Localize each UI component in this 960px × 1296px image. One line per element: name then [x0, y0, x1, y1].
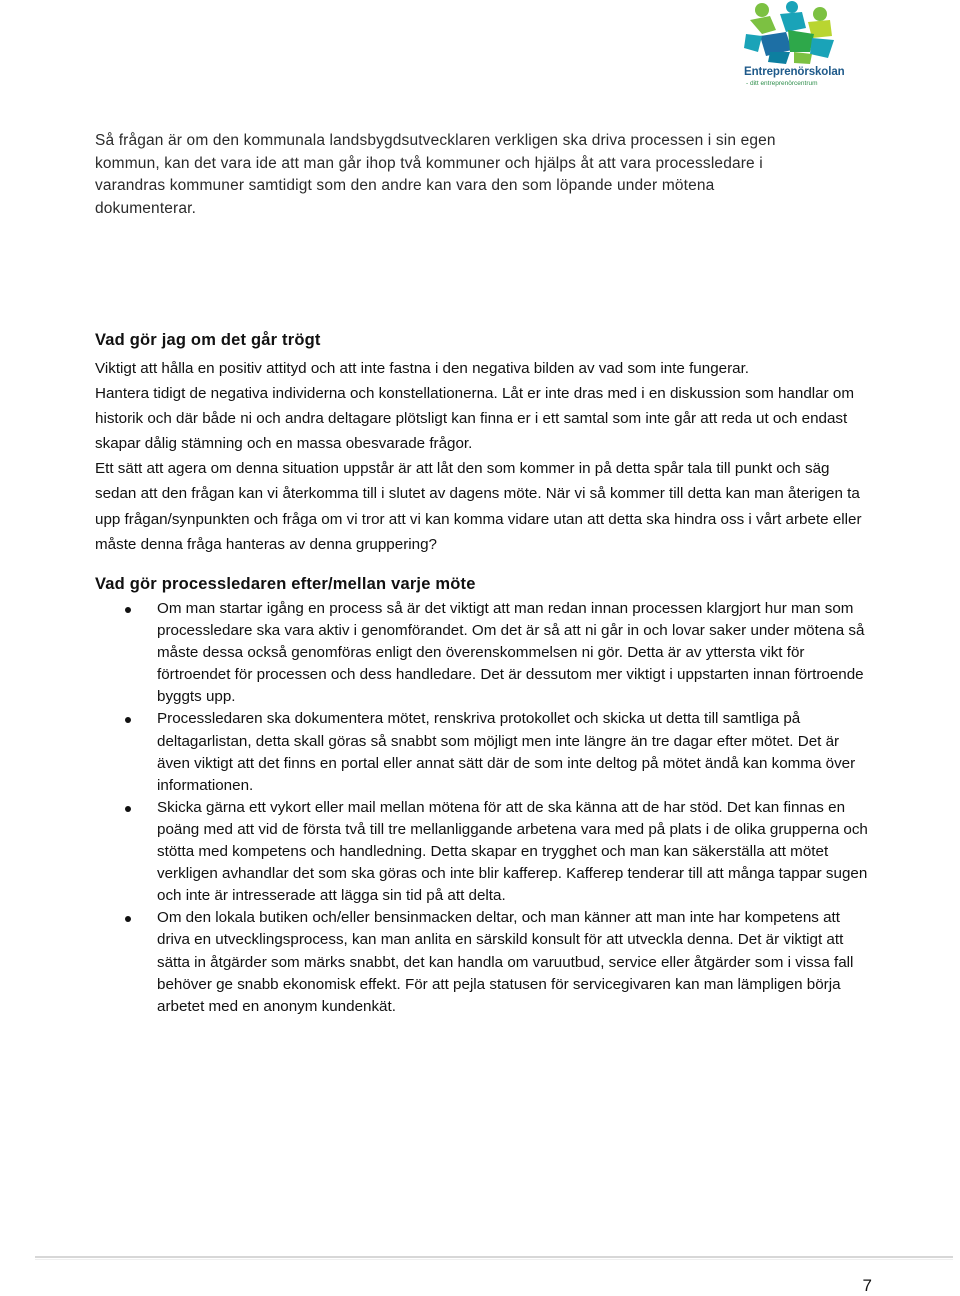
company-logo	[738, 0, 848, 92]
section-body-sluggish	[95, 356, 865, 557]
list-item	[95, 907, 875, 1017]
list-item-text: Om man startar igång en process så är det viktigt att man redan innan processen klargjort hur man som processledare ska vara aktiv i genomförandet. Om det är så att ni går in och lovar saker under mötena så måste dessa också genomföras enligt den överenskommelsen ni gör. Detta är av yttersta vikt för förtroendet för processen och dess handledare. Det är dessutom mer viktigt i uppstarten innan förtroende byggts upp.	[157, 600, 865, 706]
bullet-icon	[125, 806, 131, 812]
section-line: Viktigt att hålla en positiv attityd och att inte fastna i den negativa bilden av vad som inte fungerar.	[95, 360, 750, 377]
list-item	[95, 797, 875, 907]
bullet-icon	[125, 717, 131, 723]
logo-name: Entreprenörskolan	[744, 66, 845, 78]
logo-subtitle: - ditt entreprenörcentrum	[746, 80, 818, 87]
intro-paragraph: Så frågan är om den kommunala landsbygdsutvecklaren verkligen ska driva processen i sin egen kommun, kan det vara ide att man går ihop två kommuner och hjälps åt att vara processledare i varandras kommuner samtidigt som den andre kan vara den som löpande under mötena dokumenterar.	[95, 132, 776, 217]
logo-figures-icon	[740, 0, 840, 66]
bullet-list	[95, 598, 875, 1018]
footer-divider	[35, 1256, 953, 1258]
list-item-text: Om den lokala butiken och/eller bensinmacken deltar, och man känner att man inte har kompetens att driva en utvecklingsprocess, kan man anlita en särskild konsult för att utveckla denna. Det är viktigt att sätta in åtgärder som märks snabbt, det kan handla om varuutbud, service eller åtgärder som i vissa fall behöver ge snabb ekonomisk effekt. För att pejla statusen för servicegivaren kan man lämpligen börja arbetet med en anonym kundenkät.	[157, 909, 854, 1015]
section-heading-between-meetings: Vad gör processledaren efter/mellan varje möte	[95, 575, 476, 593]
footer-divider-shadow	[35, 1259, 953, 1260]
list-item-text: Skicka gärna ett vykort eller mail mellan mötena för att de ska känna att de har stöd. Det kan finnas en poäng med att vid de första två till tre mellanliggande arbetena vara med på plats i de olika grupperna och stötta med kompetens och handledning. Detta skapar en trygghet och man kan säkerställa att mötet verkligen avhandlar det som ska göras och inte blir kafferep. Kafferep tenderar till att många tappar sugen och inte är intresserade att lägga sin tid på att delta.	[157, 798, 868, 905]
section-paragraph: Ett sätt att agera om denna situation uppstår är att låt den som kommer in på detta spår tala till punkt och säg sedan att den frågan kan vi återkomma till i slutet av dagens möte. När vi så kommer till detta kan man återigen ta upp frågan/synpunkten och fråga om vi tror att vi kan komma vidare utan att detta ska hindra oss i vårt arbete eller måste denna fråga hanteras av denna gruppering?	[95, 460, 862, 553]
section-heading-sluggish: Vad gör jag om det går trögt	[95, 331, 321, 349]
list-item	[95, 708, 875, 796]
bullet-icon	[125, 607, 131, 613]
list-item-text: Processledaren ska dokumentera mötet, renskriva protokollet och skicka ut detta till samtliga på deltagarlistan, detta skall göras så snabbt som möjligt men inte längre än tre dagar efter mötet. Det är även viktigt att det finns en portal eller annat sätt där de som inte deltog på mötet ändå kan komma över informationen.	[157, 710, 856, 794]
section-paragraph: Hantera tidigt de negativa individerna och konstellationerna. Låt er inte dras med i en diskussion som handlar om historik och där både ni och andra deltagare plötsligt kan finna er i ett samtal som inte går att reda ut och endast skapar dålig stämning och en massa obesvarade frågor.	[95, 385, 854, 453]
list-item	[95, 598, 875, 708]
bullet-icon	[125, 916, 131, 922]
page-number: 7	[862, 1276, 872, 1295]
